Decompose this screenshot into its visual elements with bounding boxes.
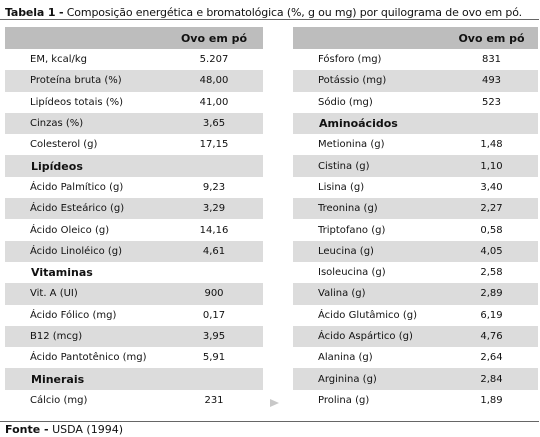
row-value: 41,00 xyxy=(165,92,263,113)
row-value: 3,40 xyxy=(445,177,538,198)
row-value: 4,76 xyxy=(445,326,538,347)
table-header-row xyxy=(5,27,263,49)
row-value: 3,65 xyxy=(165,113,263,134)
source-text: USDA (1994) xyxy=(48,423,123,436)
row-value: 2,84 xyxy=(445,368,538,389)
row-value: 4,61 xyxy=(165,241,263,262)
table-row xyxy=(293,368,538,389)
row-label: Ácido Linoléico (g) xyxy=(5,241,165,262)
row-label: Fósforo (mg) xyxy=(293,49,445,70)
row-value: 17,15 xyxy=(165,134,263,155)
table-caption xyxy=(5,6,522,19)
section-heading: Vitaminas xyxy=(5,262,165,283)
row-value: 9,23 xyxy=(165,177,263,198)
section-heading: Lipídeos xyxy=(5,155,165,176)
row-label: Ácido Pantotênico (mg) xyxy=(5,347,165,368)
row-label: Ácido Glutâmico (g) xyxy=(293,305,445,326)
table-row xyxy=(293,305,538,326)
row-label: Ácido Fólico (mg) xyxy=(5,305,165,326)
row-value: 4,05 xyxy=(445,241,538,262)
table-header-row xyxy=(293,27,538,49)
row-label: Alanina (g) xyxy=(293,347,445,368)
row-value: 14,16 xyxy=(165,219,263,240)
table-row xyxy=(293,347,538,368)
row-value: 493 xyxy=(445,70,538,91)
row-label: Colesterol (g) xyxy=(5,134,165,155)
table-row xyxy=(293,390,538,411)
row-label: B12 (mcg) xyxy=(5,326,165,347)
row-value xyxy=(165,155,263,176)
section-row xyxy=(5,368,263,389)
row-label: Sódio (mg) xyxy=(293,92,445,113)
table-row xyxy=(293,92,538,113)
row-label: Treonina (g) xyxy=(293,198,445,219)
row-label: Lipídeos totais (%) xyxy=(5,92,165,113)
row-value: 2,27 xyxy=(445,198,538,219)
row-value: 2,89 xyxy=(445,283,538,304)
source-tag: Fonte - xyxy=(5,423,49,436)
row-value xyxy=(165,368,263,389)
row-label: Cistina (g) xyxy=(293,155,445,176)
table-row xyxy=(293,241,538,262)
row-label: Vit. A (UI) xyxy=(5,283,165,304)
row-label: Ácido Oleico (g) xyxy=(5,219,165,240)
row-label: Cálcio (mg) xyxy=(5,390,165,411)
table-row xyxy=(5,305,263,326)
row-label: EM, kcal/kg xyxy=(5,49,165,70)
table-row xyxy=(293,134,538,155)
header-empty-cell xyxy=(293,27,445,49)
row-label: Cinzas (%) xyxy=(5,113,165,134)
section-row xyxy=(5,155,263,176)
header-cell: Ovo em pó xyxy=(445,27,538,49)
table-row xyxy=(5,219,263,240)
row-value: 1,89 xyxy=(445,390,538,411)
table-row xyxy=(5,177,263,198)
row-value xyxy=(445,113,538,134)
table-row xyxy=(293,155,538,176)
caption-text: Composição energética e bromatológica (%, g ou mg) por quilograma de ovo em pó. xyxy=(63,6,522,19)
table-row xyxy=(293,198,538,219)
section-row xyxy=(5,262,263,283)
row-value: 5.207 xyxy=(165,49,263,70)
header-empty-cell xyxy=(5,27,165,49)
row-label: Potássio (mg) xyxy=(293,70,445,91)
table-row xyxy=(5,70,263,91)
section-heading: Aminoácidos xyxy=(293,113,445,134)
row-label: Prolina (g) xyxy=(293,390,445,411)
right-table xyxy=(293,27,538,411)
row-value: 3,95 xyxy=(165,326,263,347)
row-label: Arginina (g) xyxy=(293,368,445,389)
row-label: Leucina (g) xyxy=(293,241,445,262)
table-row xyxy=(5,134,263,155)
row-label: Lisina (g) xyxy=(293,177,445,198)
row-value: 1,10 xyxy=(445,155,538,176)
table-row xyxy=(5,198,263,219)
row-value: 231 xyxy=(165,390,263,411)
section-heading: Minerais xyxy=(5,368,165,389)
table-row xyxy=(5,390,263,411)
continuation-arrow-icon xyxy=(270,399,279,407)
row-label: Valina (g) xyxy=(293,283,445,304)
row-value: 2,64 xyxy=(445,347,538,368)
row-value: 523 xyxy=(445,92,538,113)
table-row xyxy=(5,283,263,304)
row-value: 900 xyxy=(165,283,263,304)
row-value: 0,58 xyxy=(445,219,538,240)
row-value: 0,17 xyxy=(165,305,263,326)
section-row xyxy=(293,113,538,134)
table-row xyxy=(5,326,263,347)
row-value xyxy=(165,262,263,283)
left-table xyxy=(5,27,263,411)
table-row xyxy=(5,49,263,70)
table-row xyxy=(293,177,538,198)
row-label: Triptofano (g) xyxy=(293,219,445,240)
row-label: Ácido Palmítico (g) xyxy=(5,177,165,198)
table-row xyxy=(5,92,263,113)
table-row xyxy=(293,326,538,347)
row-value: 831 xyxy=(445,49,538,70)
row-value: 48,00 xyxy=(165,70,263,91)
table-row xyxy=(5,113,263,134)
row-value: 2,58 xyxy=(445,262,538,283)
row-value: 3,29 xyxy=(165,198,263,219)
row-label: Metionina (g) xyxy=(293,134,445,155)
row-label: Ácido Esteárico (g) xyxy=(5,198,165,219)
table-row xyxy=(293,49,538,70)
row-label: Ácido Aspártico (g) xyxy=(293,326,445,347)
row-value: 5,91 xyxy=(165,347,263,368)
header-cell: Ovo em pó xyxy=(165,27,263,49)
table-row xyxy=(293,262,538,283)
source-note xyxy=(5,423,123,436)
table-row xyxy=(293,70,538,91)
row-label: Proteína bruta (%) xyxy=(5,70,165,91)
row-label: Isoleucina (g) xyxy=(293,262,445,283)
table-row xyxy=(5,241,263,262)
caption-tag: Tabela 1 - xyxy=(5,6,64,19)
row-value: 1,48 xyxy=(445,134,538,155)
table-row xyxy=(293,219,538,240)
row-value: 6,19 xyxy=(445,305,538,326)
table-row xyxy=(5,347,263,368)
table-row xyxy=(293,283,538,304)
